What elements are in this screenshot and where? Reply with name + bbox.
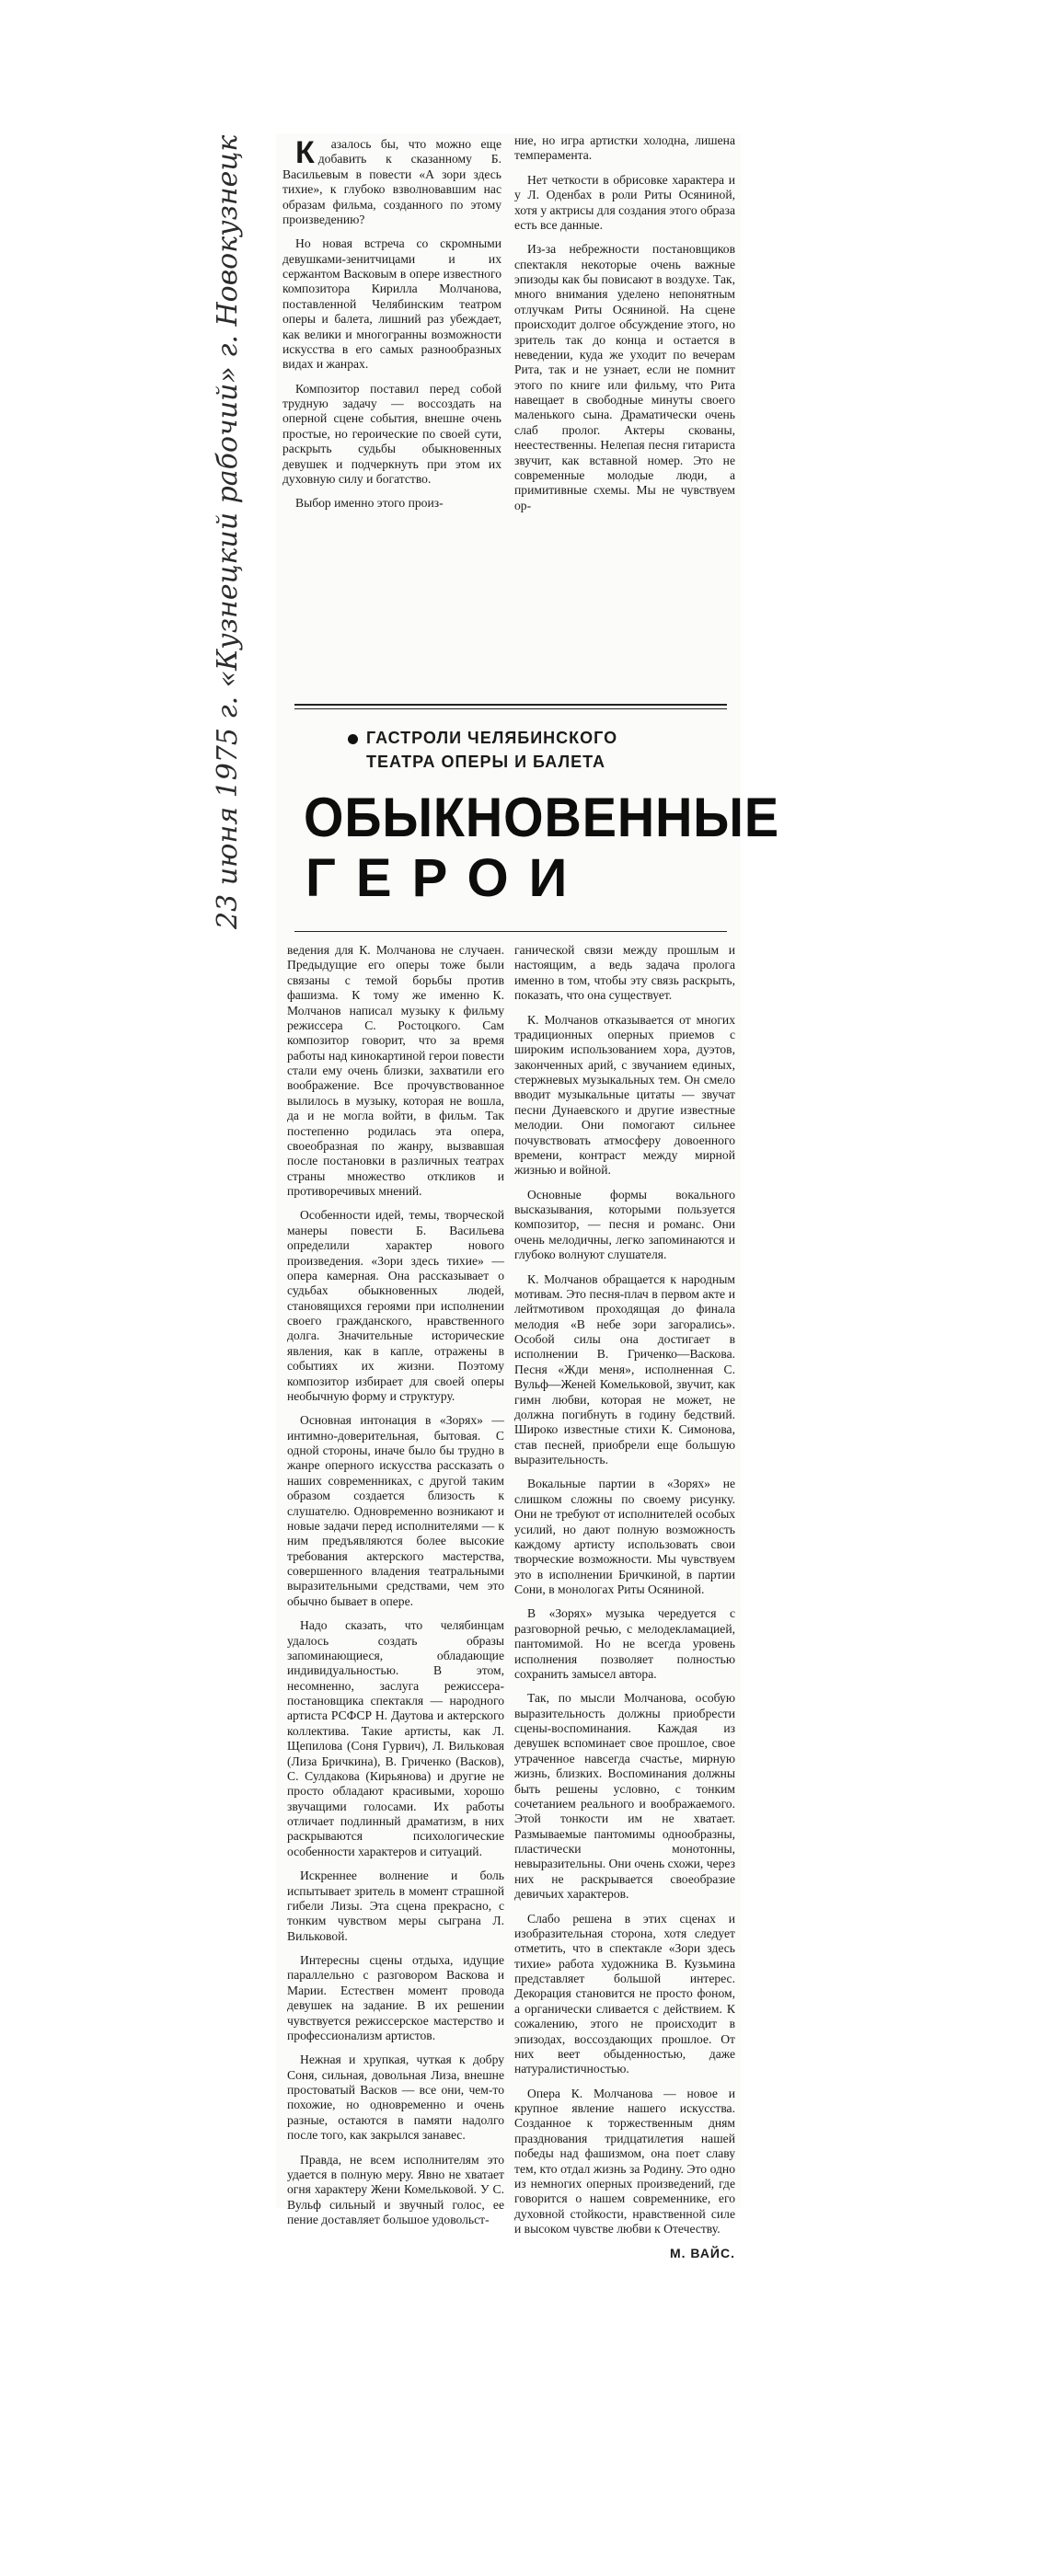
paragraph: Правда, не всем исполнителям это удается в полную меру. Явно не хватает огня характеру Жени Комельковой. У С. Вульф сильный и звучный голос, ее пение доставляет большое удовольст- [287,2152,504,2226]
paragraph: Искреннее волнение и боль испытывает зритель в момент страшной гибели Лизы. Эта сцена прекрасно, с тонким чувством меры сыграна Л. Вильковой. [287,1869,504,1943]
paragraph: Основная интонация в «Зорях» — интимно-доверительная, бытовая. С одной стороны, иначе было бы трудно в жанре оперного искусства рассказать о наших современниках, с другой таким образом создается близость к слушателю. Одновременно возникают и новые задачи перед исполнителями — к ним предъявляются более высокие требования актерского мастерства, совершенного владения театральными выразительными средствами, чем это обычно бывает в опере. [287,1413,504,1608]
paragraph: Вокальные партии в «Зорях» не слишком сложны по своему рисунку. Они не требуют от исполнителей особых усилий, но дают полную возможность каждому артисту использовать свои творческие возможности. Мы чувствуем это в исполнении Бричкиной, в партии Сони, в монологах Риты Осяниной. [514,1477,735,1596]
rubric-line: ГАСТРОЛИ ЧЕЛЯБИНСКОГО [366,729,618,747]
paragraph: ние, но игра артистки холодна, лишена темперамента. [514,133,735,163]
paragraph: К. Молчанов обращается к народным мотивам. Это песня-плач в первом акте и лейтмотивом проходящая до финала мелодия «В небе зори загорались». Особой силы она достигает в исполнении В. Гриченко—Васкова. Песня «Жди меня», исполненная С. Вульф—Женей Комельковой, звучит, как гимн любви, которая не может, не должна погибнуть в годину бедствий. Широко известные стихи К. Симонова, став песней, приобрели еще большую выразительность. [514,1271,735,1466]
divider-bottom [294,931,727,932]
paragraph: Из-за небрежности постановщиков спектакля некоторые очень важные эпизоды как бы повисают в воздухе. Так, много внимания уделено непонятным отлучкам Риты Осяниной. На сцене происходит долгое обсуждение этого, но зритель так до конца и остается в неведении, куда же уходит по вечерам Рита, так и не узнает, если не помнит этого по книге или фильму, что Рита навещает в свободные минуты своего маленького сына. Драматически очень слаб пролог. Актеры скованы, неестественны. Нелепая песня гитариста звучит, как вставной номер. Это не современные молодые люди, а примитивные схемы. Мы не чувствуем ор- [514,242,735,512]
intro-column-right [514,133,735,523]
paragraph: Особенности идей, темы, творческой манеры повести Б. Васильева определили характер нового произведения. «Зори здесь тихие» — опера камерная. Она рассказывает о судьбах обыкновенных людей, становящихся героями при исполнении своего гражданского, нравственного долга. Значительные исторические явления, как в капле, отражены в событиях их жизни. Поэтому композитор избирает для своей оперы необычную форму и структуру. [287,1208,504,1403]
paragraph: Опера К. Молчанова — новое и крупное явление нашего искусства. Созданное к торжественным дням празднования тридцатилетия нашей победы над фашизмом, она поет славу тем, кто отдал жизнь за Родину. Это одно из немногих оперных произведений, где говорится о нашем современнике, его духовной стойкости, нравственной силе и высоком чувстве любви к Отечеству. [514,2086,735,2236]
paragraph: Надо сказать, что челябинцам удалось создать образы запоминающиеся, обладающие индивидуальностью. В этом, несомненно, заслуга режиссера-постановщика спектакля — народного артиста РСФСР Н. Даутова и актерского коллектива. Такие артисты, как Л. Щепилова (Соня Гурвич), Л. Вильковая (Лиза Бричкина), В. Гриченко (Васков), С. Сулдакова (Кирьянова) и другие не просто обладают красивыми, хорошо звучащими голосами. Их работы отличает подлинный драматизм, в них раскрываются психологические особенности характеров и ситуаций. [287,1618,504,1858]
paragraph: ганической связи между прошлым и настоящим, а ведь задача пролога именно в том, чтобы эту связь раскрыть, показать, что она существует. [514,943,735,1003]
body-column-left [287,943,504,2237]
bullet-icon [348,734,358,744]
headline-line: ГЕРОИ [305,848,588,908]
paragraph: Основные формы вокального высказывания, которыми пользуется композитор, — песня и романс. Они очень мелодичны, легко запоминаются и глубоко волнуют слушателя. [514,1187,735,1262]
paragraph: Нежная и хрупкая, чуткая к добру Соня, сильная, довольная Лиза, внешне простоватый Васков — все они, чем-то похожие, но одновременно и очень разные, остаются в памяти надолго после того, как закрылся занавес. [287,2053,504,2143]
rubric [366,726,734,774]
paragraph: Выбор именно этого произ- [295,496,444,511]
newspaper-clipping [276,133,780,2261]
headline [304,787,780,910]
rubric-line: ТЕАТРА ОПЕРЫ И БАЛЕТА [366,753,606,771]
paragraph: Но новая встреча со скромными девушками-зенитчицами и их сержантом Васковым в опере известного композитора Кирилла Молчанова, поставленной Челябинским театром оперы и балета, лишний раз убеждает, как велики и многогранны возможности искусства в его самых разнообразных видах и жанрах. [282,236,501,372]
divider-top [294,704,727,706]
paragraph: Слабо решена в этих сценах и изобразительная сторона, хотя следует отметить, что в спектакле «Зори здесь тихие» работа художника В. Кузьмина представляет большой интерес. Декорация становится не просто фоном, а органически сливается с действием. К сожалению, этого не происходит в эпизодах, воссоздающих прошлое. От них веет обыденностью, даже натуралистичностью. [514,1911,735,2076]
handwritten-note: 23 июня 1975 г. «Кузнецкий рабочий» г. Новокузнецк [212,134,244,929]
paragraph: Казалось бы, что можно еще добавить к сказанному Б. Васильевым в повести «А зори здесь тихие», к глубоко взволновавшим нас образам фильма, созданного по этому произведению? [282,135,501,226]
paragraph: В «Зорях» музыка чередуется с разговорной речью, с мелодекламацией, пантомимой. Но не всегда уровень исполнения позволяет полностью сохранить замысел автора. [514,1606,735,1681]
body-column-right [514,943,735,2260]
intro-column-left [282,137,501,521]
paragraph: Так, по мысли Молчанова, особую выразительность должны приобрести сцены-воспоминания. Каждая из девушек вспоминает свое прошлое, свое утраченное навсегда счастье, мирную жизнь, близких. Воспоминания должны быть решены условно, с тонким сочетанием реального и воображаемого. Этой тонкости им не хватает. Размываемые пантомимы однообразны, пластически монотонны, невыразительны. Они очень схожи, через них не раскрывается своеобразие девичьих характеров. [514,1691,735,1902]
divider-top-thin [294,708,727,709]
paragraph: Композитор поставил перед собой трудную задачу — воссоздать на оперной сцене события, внешне очень простые, но героические по своей сути, раскрыть судьбы обыкновенных девушек и подчеркнуть при этом их духовную силу и богатство. [282,381,501,486]
paragraph: К. Молчанов отказывается от многих традиционных оперных приемов с широким использованием хора, дуэтов, законченных арий, с звучанием единых, стержневых музыкальных тем. Он смело вводит музыкальные цитаты — звучат песни Дунаевского и другие известные мелодии. Они помогают сильнее почувствовать атмосферу довоенного времени, контраст между мирной жизнью и войной. [514,1012,735,1178]
headline-line: ОБЫКНОВЕННЫЕ [304,787,780,848]
author-signature: М. ВАЙС. [669,2246,735,2261]
paragraph: Нет четкости в обрисовке характера и у Л. Оденбах в роли Риты Осяниной, хотя у актрисы для создания этого образа есть все данные. [514,172,735,232]
paragraph: Интересны сцены отдыха, идущие параллельно с разговором Васкова и Марии. Естествен момент провода девушек на задание. В их решении чувствуется режиссерское мастерство и профессионализм артистов. [287,1953,504,2042]
paragraph: ведения для К. Молчанова не случаен. Предыдущие его оперы тоже были связаны с темой борьбы против фашизма. К тому же именно К. Молчанов написал музыку к фильму режиссера С. Ростоцкого. Сам композитор говорит, что за время работы над кинокартиной герои повести стали ему очень близки, захватили его воображение. Все прочувствованное вылилось в музыку, которая не вошла, да и не могла войти, в фильм. Так постепенно родилась эта опера, своеобразная по жанру, вызвавшая после постановки в различных театрах страны множество откликов и противоречивых мнений. [287,943,504,1198]
